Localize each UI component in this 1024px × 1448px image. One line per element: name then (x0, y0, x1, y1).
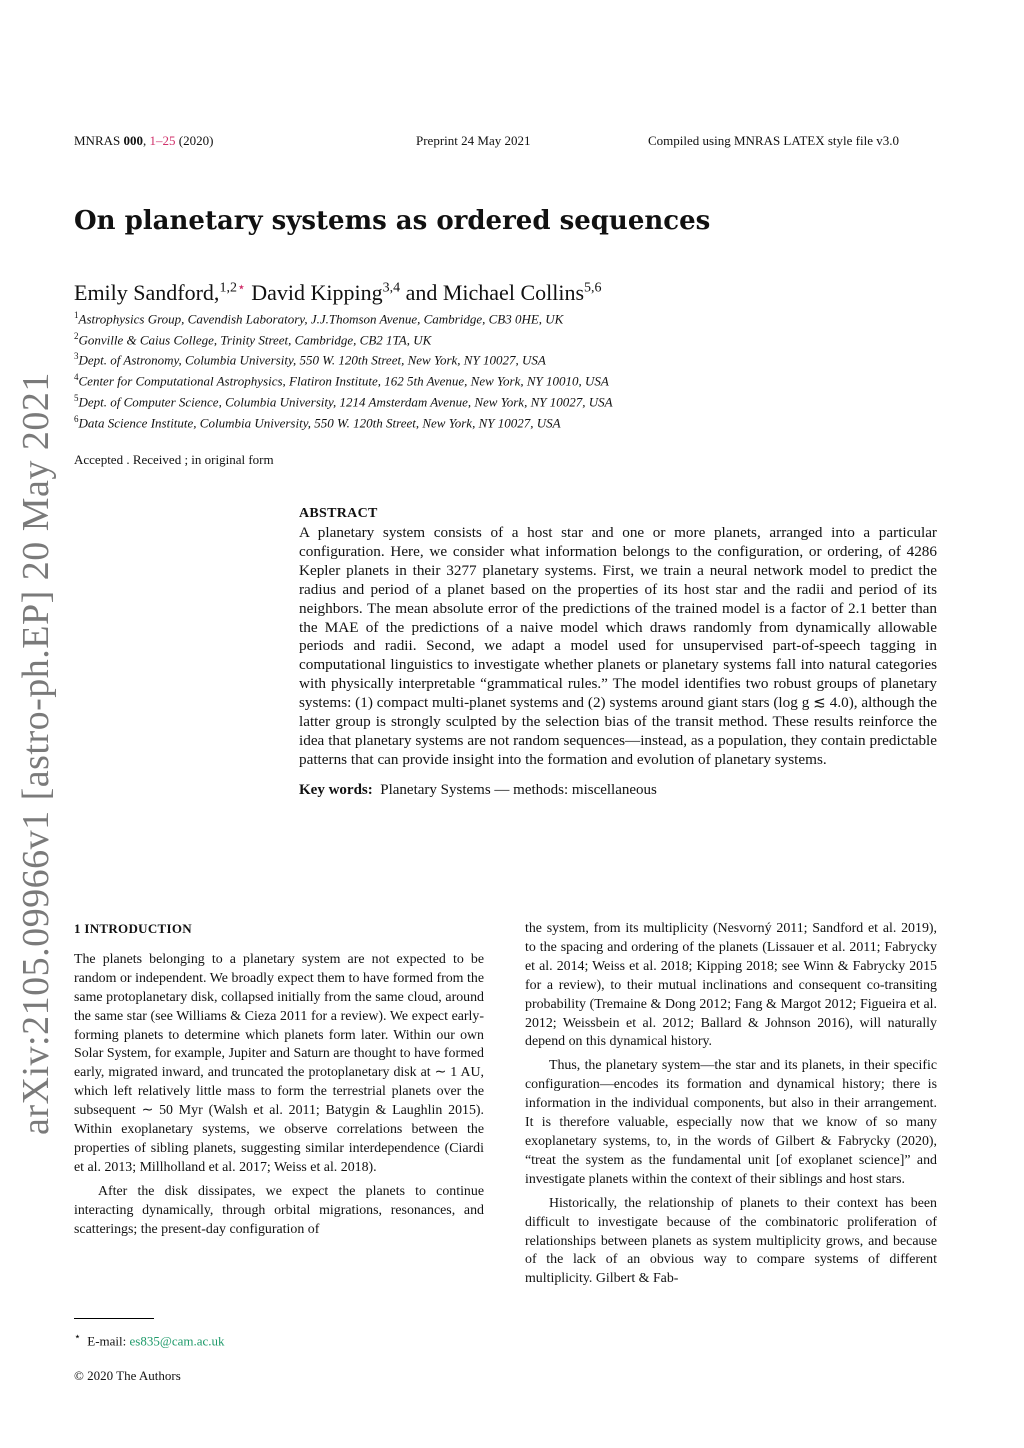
paragraph: the system, from its multiplicity (Nesvorný 2011; Sandford et al. 2019), to the spacing and ordering of the planets (Lissauer et al. 2011; Fabrycky et al. 2014; Weiss et al. 2018; Kipping 2018; see Winn & Fabrycky 2015 for a review), to their mutual inclinations and consequent co-transiting probability (Tremaine & Dong 2012; Fang & Margot 2012; Figueira et al. 2012; Weissbein et al. 2012; Ballard & Johnson 2016), will naturally depend on this dynamical history. (525, 921, 937, 1050)
paper-title: On planetary systems as ordered sequences (74, 206, 711, 236)
affiliation-list (74, 307, 613, 431)
paragraph: The planets belonging to a planetary system are not expected to be random or independent. We broadly expect them to have formed from the same protoplanetary disk, collapsed initially from the same cloud, around the same star (see Williams & Cieza 2011 for a review). We expect early-forming planets to determine which planets form later. Within our own Solar System, for example, Jupiter and Saturn are thought to have formed early, migrated inward, and truncated the protoplanetary disk at ∼ 1 AU, which left relatively little mass to form the terrestrial planets over the subsequent ∼ 50 Myr (Walsh et al. 2011; Batygin & Laughlin 2015). Within exoplanetary systems, we observe correlations between the properties of sibling planets, suggesting similar interdependence (Ciardi et al. 2013; Millholland et al. 2017; Weiss et al. 2018). (74, 951, 484, 1175)
author-3: and Michael Collins$^{5,6}$ (405, 280, 602, 306)
paragraph: Historically, the relationship of planets to their context has been difficult to investigate because of the combinatoric proliferation of relationships between planets as system multiplicity grows, and because of the lack of an obvious way to compare systems of different multiplicity. Gilbert & Fab- (525, 1195, 937, 1287)
accepted-line: Accepted . Received ; in original form (74, 452, 274, 467)
abstract-heading: ABSTRACT (299, 506, 378, 521)
footnote: ⋆ E-mail: es835@cam.ac.uk (74, 1331, 225, 1349)
paragraph: Thus, the planetary system—the star and its planets, in their specific configuration—encodes its formation and dynamical history; there is information in the individual components, but also in their arrangement. It is therefore valuable, especially now that we know of so many exoplanetary systems, to, in the words of Gilbert & Fabrycky (2020), “treat the system as the fundamental unit [of exoplanet science]” and investigate planets within the context of their siblings and host stars. (525, 1058, 937, 1187)
author-list (74, 280, 602, 306)
running-header-journal: MNRAS 000, 1–25 (2020) (74, 133, 214, 148)
affiliation: $^3$Dept. of Astronomy, Columbia University, 550 W. 120th Street, New York, NY 10027, USA (74, 351, 546, 368)
running-header-preprint: Preprint 24 May 2021 (416, 133, 531, 148)
author-2: David Kipping$^{3,4}$ (251, 280, 401, 306)
affiliation: $^1$Astrophysics Group, Cavendish Laboratory, J.J.Thomson Avenue, Cambridge, CB3 0HE, UK (74, 310, 564, 327)
pages-link[interactable]: 1–25 (149, 133, 176, 148)
running-header-compiled: Compiled using MNRAS LATEX style file v3.0 (648, 133, 899, 148)
email-link[interactable]: es835@cam.ac.uk (129, 1333, 225, 1349)
section-heading: 1 INTRODUCTION (74, 921, 192, 936)
affiliation: $^4$Center for Computational Astrophysics, Flatiron Institute, 162 5th Avenue, New York, NY 10010, USA (74, 372, 609, 389)
abstract-text: A planetary system consists of a host star and one or more planets, arranged into a particular configuration. Here, we consider what information belongs to the configuration, or ordering, of 4286 Kepler planets in their 3277 planetary systems. First, we train a neural network model to predict the radius and period of a planet based on the properties of its host star and the radii and period of its neighbors. The mean absolute error of the predictions of the trained model is a factor of 2.1 better than the MAE of the predictions of a naive model which draws randomly from dynamically allowable periods and radii. Second, we adapt a model used for unsupervised part-of-speech tagging in computational linguistics to investigate whether planets or planetary systems fall into natural categories with physically interpretable “grammatical rules.” The model identifies two robust groups of planetary systems: (1) compact multi-planet systems and (2) systems around giant stars (log g ≲ 4.0), although the latter group is strongly sculpted by the selection bias of the transit method. These results reinforce the idea that planetary systems are not random sequences—instead, as a population, they contain predictable patterns that can provide insight into the formation and evolution of planetary systems. (299, 524, 937, 768)
affiliation: $^5$Dept. of Computer Science, Columbia University, 1214 Amsterdam Avenue, New York, NY 10027, USA (74, 392, 613, 410)
copyright-line: © 2020 The Authors (74, 1368, 181, 1383)
affiliation: $^2$Gonville & Caius College, Trinity Street, Cambridge, CB2 1TA, UK (74, 330, 432, 348)
paragraph: After the disk dissipates, we expect the planets to continue interacting dynamically, through orbital migrations, resonances, and scatterings; the present-day configuration of (74, 1183, 484, 1237)
author-1: Emily Sandford,$^{1,2⋆}$ (74, 280, 246, 306)
abstract-block (299, 506, 937, 799)
right-column (525, 920, 937, 1289)
arxiv-side-label: arXiv:2105.09966v1 [astro-ph.EP] 20 May 2021 (15, 372, 57, 1135)
footnote-rule (74, 1318, 154, 1319)
left-column (74, 920, 484, 1240)
affiliation: $^6$Data Science Institute, Columbia University, 550 W. 120th Street, New York, NY 10027, USA (74, 413, 561, 430)
keywords-line: Key words: Planetary Systems — methods: miscellaneous (299, 781, 657, 798)
